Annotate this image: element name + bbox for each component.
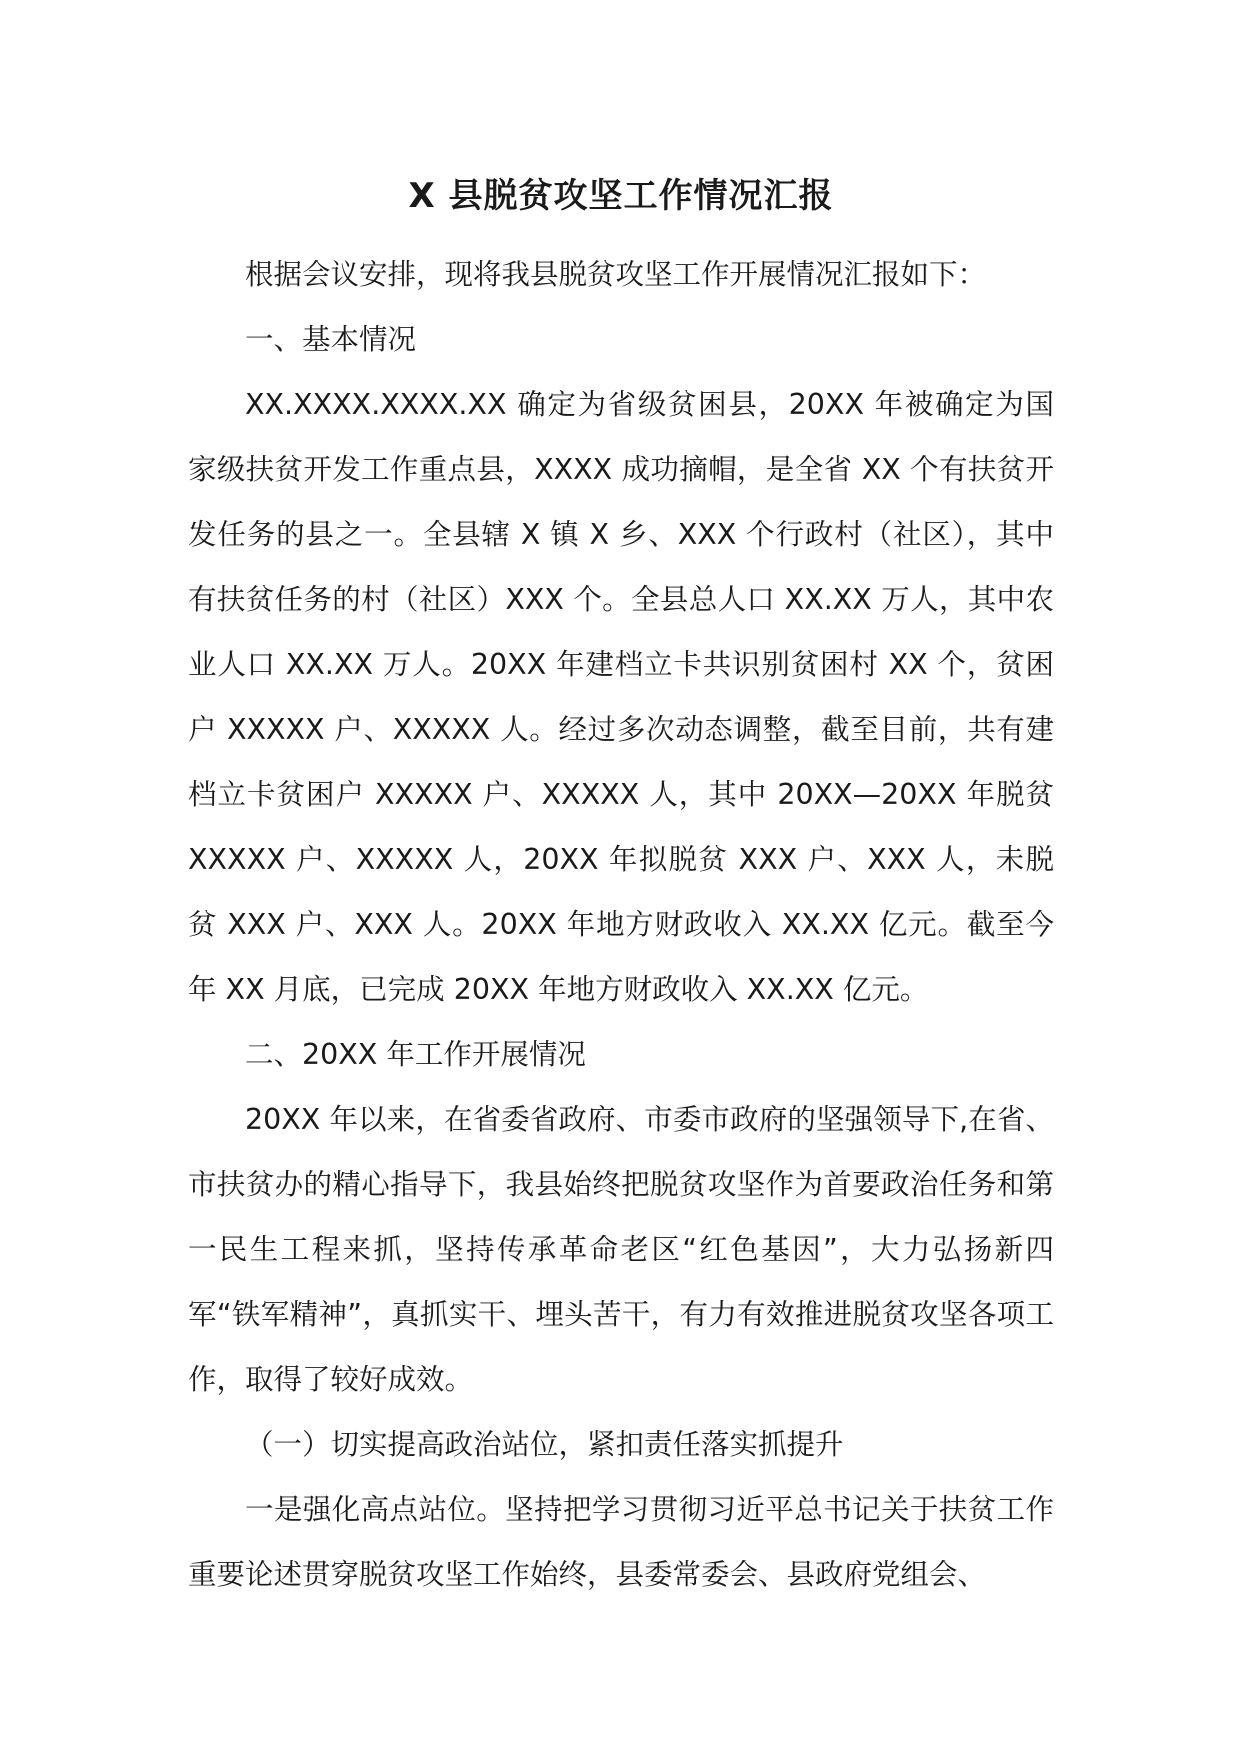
paragraph-work-progress: 20XX 年以来，在省委省政府、市委市政府的坚强领导下,在省、市扶贫办的精心指导下，我县始终把脱贫攻坚作为首要政治任务和第一民生工程来抓，坚持传承革命老区“红色基因”，大力弘扬新四军“铁军精神”，真抓实干、埋头苦干，有力有效推进脱贫攻坚各项工作，取得了较好成效。 [188, 1103, 1054, 1396]
section-heading-work-progress: 二、20XX 年工作开展情况 [245, 1038, 586, 1071]
document-title: X 县脱贫攻坚工作情况汇报 [408, 176, 834, 216]
subsection-heading-political-stance: （一）切实提高政治站位，紧扣责任落实抓提升 [245, 1428, 844, 1461]
paragraph-political-stance: 一是强化高点站位。坚持把学习贯彻习近平总书记关于扶贫工作重要论述贯穿脱贫攻坚工作始终，县委常委会、县政府党组会、 [188, 1493, 1054, 1591]
section-heading-basic-situation: 一、基本情况 [245, 323, 417, 356]
paragraph-basic-situation: XX.XXXX.XXXX.XX 确定为省级贫困县，20XX 年被确定为国家级扶贫开发工作重点县，XXXX 成功摘帽，是全省 XX 个有扶贫开发任务的县之一。全县辖 X 镇 X 乡、XXX 个行政村（社区），其中有扶贫任务的村（社区）XXX 个。全县总人口 XX.XX 万人，其中农业人口 XX.XX 万人。20XX 年建档立卡共识别贫困村 XX 个，贫困户 XXXXX 户、XXXXX 人。经过多次动态调整，截至目前，共有建档立卡贫困户 XXXXX 户、XXXXX 人，其中 20XX—20XX 年脱贫 XXXXX 户、XXXXX 人，20XX 年拟脱贫 XXX 户、XXX 人，未脱贫 XXX 户、XXX 人。20XX 年地方财政收入 XX.XX 亿元。截至今年 XX 月底，已完成 20XX 年地方财政收入 XX.XX 亿元。 [188, 388, 1054, 1006]
document-body [188, 242, 1054, 1607]
paragraph-intro: 根据会议安排，现将我县脱贫攻坚工作开展情况汇报如下： [245, 258, 987, 291]
